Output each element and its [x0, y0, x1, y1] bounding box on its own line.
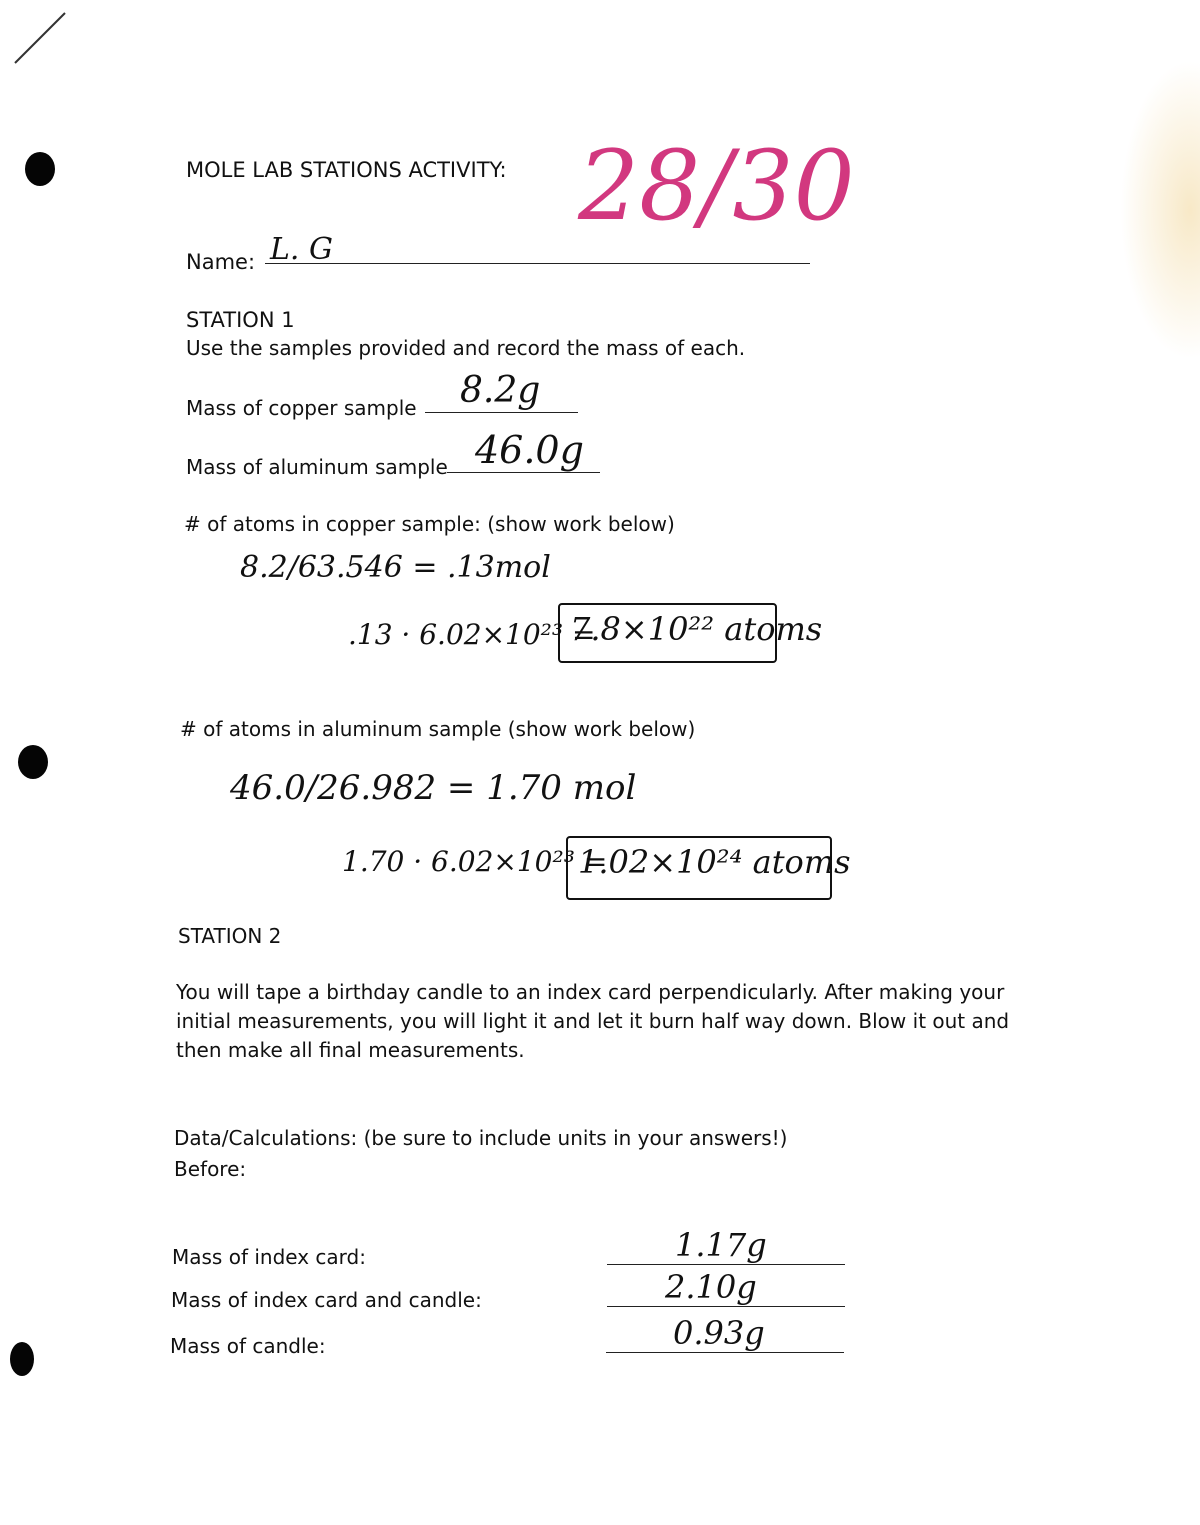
candle-mass-value: 0.93g [673, 1314, 765, 1352]
name-label: Name: [186, 250, 256, 274]
paper-stain [1120, 60, 1200, 360]
candle-mass-underline [606, 1352, 844, 1353]
candle-mass-label: Mass of candle: [170, 1334, 326, 1358]
copper-work-step1: 8.2/63.546 = .13mol [240, 550, 551, 585]
copper-mass-underline [425, 412, 578, 413]
aluminum-work-step2: 1.70 · 6.02×10²³ = [342, 845, 608, 878]
aluminum-mass-underline [447, 472, 600, 473]
name-value: L. G [270, 232, 333, 267]
data-calculations-heading: Data/Calculations: (be sure to include units in your answers!) [174, 1126, 788, 1150]
aluminum-mass-label: Mass of aluminum sample [186, 455, 448, 479]
copper-atoms-prompt: # of atoms in copper sample: (show work below) [184, 512, 675, 536]
index-card-mass-label: Mass of index card: [172, 1245, 366, 1269]
copper-mass-label: Mass of copper sample [186, 396, 417, 420]
before-label: Before: [174, 1157, 247, 1181]
aluminum-work-step1: 46.0/26.982 = 1.70 mol [230, 768, 637, 808]
aluminum-atoms-prompt: # of atoms in aluminum sample (show work below) [180, 717, 696, 741]
station1-instructions: Use the samples provided and record the mass of each. [186, 336, 746, 360]
copper-answer: 7.8×10²² atoms [570, 610, 823, 648]
index-card-mass-underline [607, 1264, 845, 1265]
name-underline [265, 263, 810, 264]
pen-stroke-mark [10, 8, 70, 68]
copper-mass-value: 8.2g [460, 370, 541, 411]
station1-heading: STATION 1 [186, 308, 295, 332]
aluminum-mass-value: 46.0g [475, 428, 584, 472]
binder-hole-middle [18, 745, 48, 779]
station2-instructions: You will tape a birthday candle to an index card perpendicularly. After making your initial measurements, you will light it and let it burn half way down. Blow it out and then make all final measurements. [176, 980, 1010, 1062]
copper-work-step2: .13 · 6.02×10²³ = [348, 618, 596, 651]
card-and-candle-mass-underline [607, 1306, 845, 1307]
aluminum-answer: 1.02×10²⁴ atoms [578, 843, 851, 881]
station2-heading: STATION 2 [178, 924, 282, 948]
page-title: MOLE LAB STATIONS ACTIVITY: [186, 158, 507, 182]
binder-hole-top [25, 152, 55, 186]
grade-score: 28/30 [578, 130, 855, 242]
card-and-candle-mass-value: 2.10g [665, 1268, 757, 1306]
card-and-candle-mass-label: Mass of index card and candle: [171, 1288, 482, 1312]
index-card-mass-value: 1.17g [675, 1226, 767, 1264]
binder-hole-bottom [10, 1342, 34, 1376]
